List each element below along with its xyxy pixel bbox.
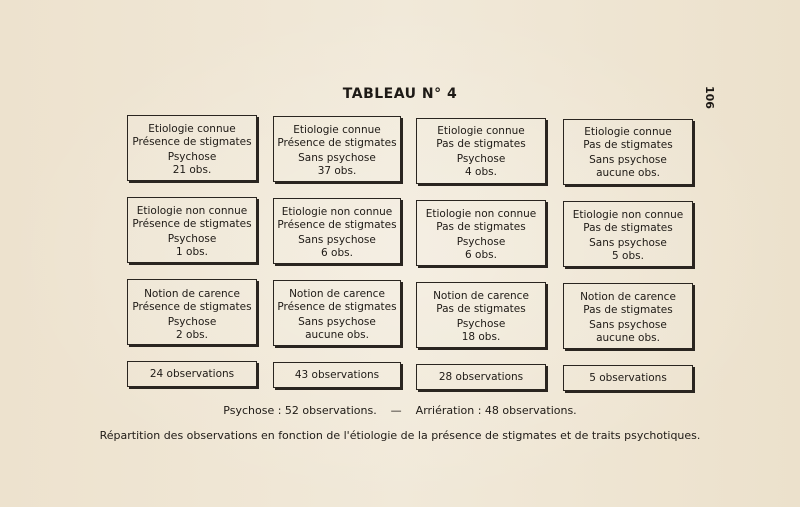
cell-unknown-nostigmata-psychosis [416,200,546,266]
cell-line: 6 obs. [465,248,497,261]
cell-line: Notion de carence [144,288,240,300]
total-column-4: 5 observations [563,365,693,391]
cell-line: Psychose [456,318,506,330]
cell-unknown-stigmata-nopsychosis [273,198,401,264]
cell-line: Pas de stigmates [583,221,673,234]
cell-line: 18 obs. [461,330,501,343]
cell-line: Présence de stigmates [277,136,397,149]
cell-line: Pas de stigmates [583,138,673,151]
cell-line: Pas de stigmates [436,302,526,315]
cell-line: Psychose [167,151,217,163]
cell-line: Etiologie non connue [136,205,248,217]
cell-deprivation-nostigmata-psychosis [416,282,546,348]
caption: Répartition des observations en fonction de l'étiologie de la présence de stigmates et de traits psychotiques. [99,429,701,442]
cell-line: aucune obs. [305,328,369,341]
cell-line: Présence de stigmates [277,218,397,231]
cell-line: 2 obs. [176,328,208,341]
cell-line: Psychose [167,233,217,245]
cell-known-nostigmata-psychosis [416,118,546,184]
cell-line: Sans psychose [298,316,376,328]
total-column-1: 24 observations [127,361,257,387]
cell-line: 37 obs. [317,164,357,177]
cell-line: Pas de stigmates [436,137,526,150]
cell-line: aucune obs. [596,331,660,344]
cell-deprivation-stigmata-psychosis [127,279,257,345]
cell-unknown-nostigmata-nopsychosis [563,201,693,267]
cell-line: Présence de stigmates [132,217,252,230]
cell-unknown-stigmata-psychosis [127,197,257,263]
cell-line: Etiologie connue [148,123,236,135]
cell-line: Etiologie non connue [281,206,393,218]
cell-line: 5 obs. [612,249,644,262]
page-number: 106 [703,86,716,109]
cell-line: Présence de stigmates [132,135,252,148]
cell-line: Sans psychose [589,154,667,166]
cell-line: Notion de carence [433,290,529,302]
cell-line: Pas de stigmates [583,303,673,316]
total-column-2: 43 observations [273,362,401,388]
cell-deprivation-stigmata-nopsychosis [273,280,401,346]
cell-known-nostigmata-nopsychosis [563,119,693,185]
table-title: TABLEAU N° 4 [342,86,458,102]
cell-line: Présence de stigmates [277,300,397,313]
cell-line: Sans psychose [589,319,667,331]
cell-line: Etiologie connue [584,126,672,138]
cell-line: Etiologie non connue [572,209,684,221]
cell-known-stigmata-psychosis [127,115,257,181]
cell-line: Psychose [167,316,217,328]
cell-line: 6 obs. [321,246,353,259]
summary-line: Psychose : 52 observations. — Arriération : 48 observations. [223,404,577,417]
cell-line: Notion de carence [289,288,385,300]
cell-known-stigmata-nopsychosis [273,116,401,182]
cell-deprivation-nostigmata-nopsychosis [563,283,693,349]
cell-line: 21 obs. [172,163,212,176]
cell-line: Psychose [456,236,506,248]
cell-line: Etiologie connue [437,125,525,137]
cell-line: Etiologie non connue [425,208,537,220]
total-column-3: 28 observations [416,364,546,390]
cell-line: Etiologie connue [293,124,381,136]
cell-line: Présence de stigmates [132,300,252,313]
cell-line: Sans psychose [298,152,376,164]
cell-line: 4 obs. [465,165,497,178]
cell-line: Sans psychose [589,237,667,249]
cell-line: Notion de carence [580,291,676,303]
cell-line: Psychose [456,153,506,165]
cell-line: 1 obs. [176,245,208,258]
cell-line: aucune obs. [596,166,660,179]
cell-line: Sans psychose [298,234,376,246]
cell-line: Pas de stigmates [436,220,526,233]
